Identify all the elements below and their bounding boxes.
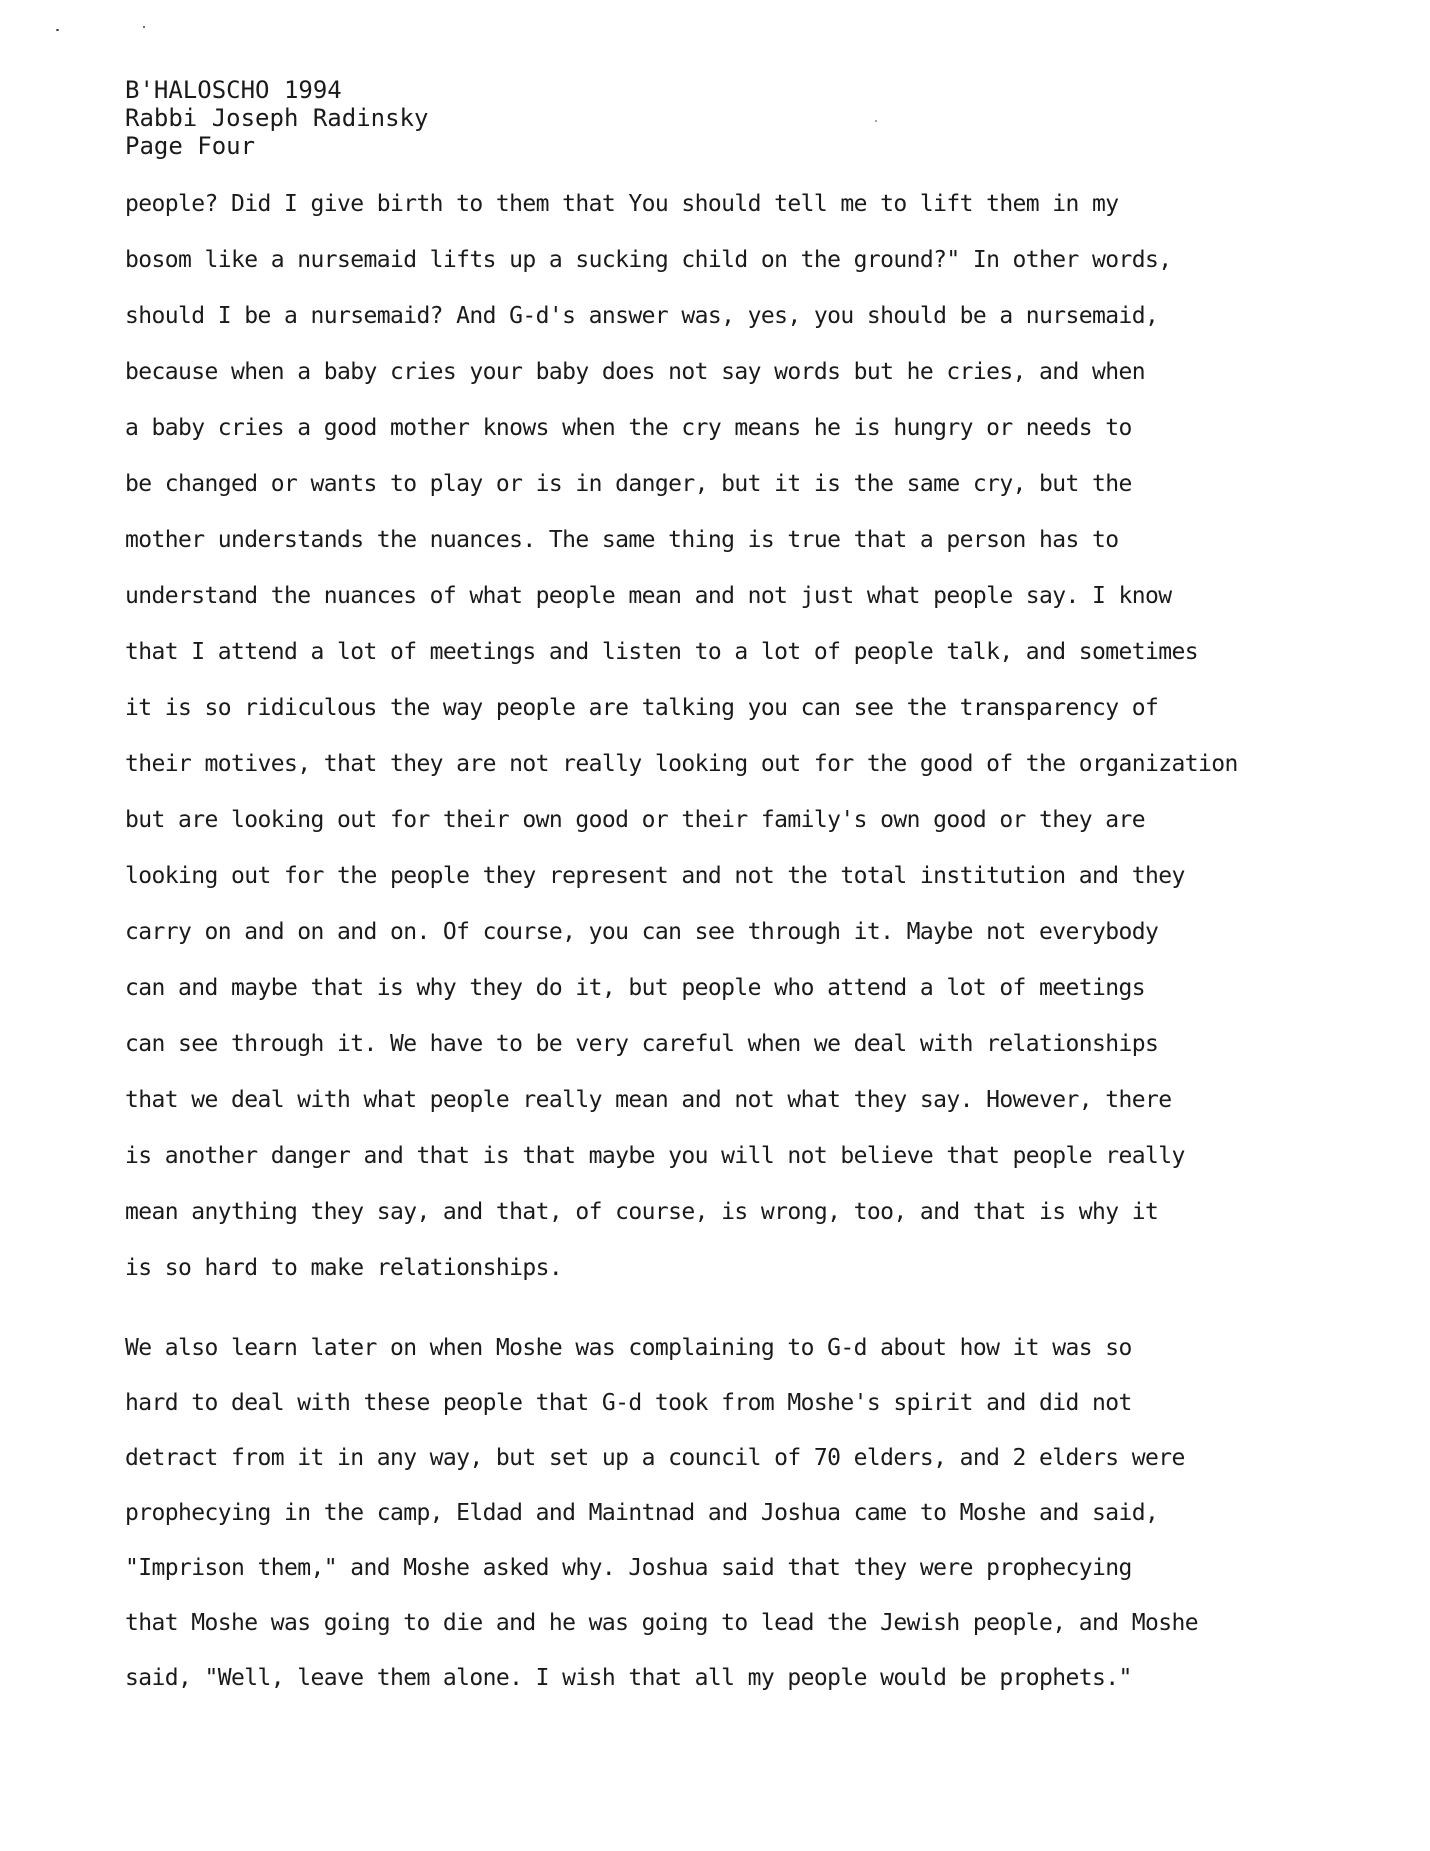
text-line: but are looking out for their own good or their family's own good or they are: [125, 807, 1146, 833]
paragraph-1: [125, 176, 1238, 1296]
text-line: looking out for the people they represent and not the total institution and they: [125, 863, 1185, 889]
document-header: [125, 76, 428, 160]
text-line: it is so ridiculous the way people are talking you can see the transparency of: [125, 695, 1159, 721]
scan-speck: [875, 120, 877, 122]
text-line: can and maybe that is why they do it, but people who attend a lot of meetings: [125, 975, 1146, 1001]
header-page-number: Page Four: [125, 132, 256, 160]
text-line: "Imprison them," and Moshe asked why. Joshua said that they were prophecying: [125, 1555, 1132, 1581]
text-line: detract from it in any way, but set up a council of 70 elders, and 2 elders were: [125, 1445, 1185, 1471]
text-line: because when a baby cries your baby does not say words but he cries, and when: [125, 359, 1146, 385]
text-line: carry on and on and on. Of course, you can see through it. Maybe not everybody: [125, 919, 1159, 945]
text-line: hard to deal with these people that G-d took from Moshe's spirit and did not: [125, 1390, 1132, 1416]
text-line: be changed or wants to play or is in danger, but it is the same cry, but the: [125, 471, 1132, 497]
text-line: should I be a nursemaid? And G-d's answer was, yes, you should be a nursemaid,: [125, 303, 1159, 329]
text-line: mean anything they say, and that, of course, is wrong, too, and that is why it: [125, 1199, 1159, 1225]
text-line: that I attend a lot of meetings and listen to a lot of people talk, and sometimes: [125, 639, 1199, 665]
scan-speck: [143, 26, 145, 28]
text-line: that we deal with what people really mean and not what they say. However, there: [125, 1087, 1172, 1113]
text-line: prophecying in the camp, Eldad and Maintnad and Joshua came to Moshe and said,: [125, 1500, 1159, 1526]
text-line: can see through it. We have to be very careful when we deal with relationships: [125, 1031, 1159, 1057]
scan-speck: [56, 29, 59, 31]
header-author: Rabbi Joseph Radinsky: [125, 104, 429, 132]
text-line: bosom like a nursemaid lifts up a sucking child on the ground?" In other words,: [125, 247, 1172, 273]
paragraph-2: [125, 1321, 1198, 1706]
text-line: mother understands the nuances. The same thing is true that a person has to: [125, 527, 1119, 553]
text-line: is another danger and that is that maybe you will not believe that people really: [125, 1143, 1185, 1169]
header-title: B'HALOSCHO 1994: [125, 76, 342, 104]
text-line: people? Did I give birth to them that You should tell me to lift them in my: [125, 191, 1119, 217]
text-line: their motives, that they are not really looking out for the good of the organization: [125, 751, 1238, 777]
text-line: a baby cries a good mother knows when the cry means he is hungry or needs to: [125, 415, 1132, 441]
text-line: that Moshe was going to die and he was going to lead the Jewish people, and Moshe: [125, 1610, 1199, 1636]
text-line: said, "Well, leave them alone. I wish that all my people would be prophets.": [125, 1665, 1132, 1691]
text-line: understand the nuances of what people mean and not just what people say. I know: [125, 583, 1172, 609]
text-line: is so hard to make relationships.: [125, 1255, 563, 1281]
text-line: We also learn later on when Moshe was complaining to G-d about how it was so: [125, 1335, 1132, 1361]
